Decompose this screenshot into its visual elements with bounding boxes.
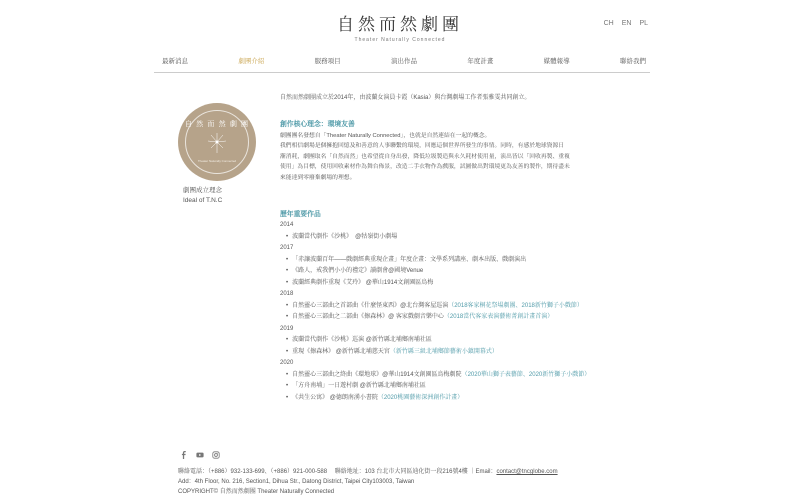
social-links [180,451,220,459]
year-label: 2014 [280,222,294,228]
sidebar-label [183,186,222,206]
list-item: • 《共生公寓》 @德朗南湧小書院（2020桃園藝術深洲創作計畫） [280,393,700,405]
concept-line: 漸消耗，劇團取名「自然而然」也希望從自身出發，降低垃圾製造與永久耗材使用量，演出皆以「回收再製、重複 [280,153,570,160]
facebook-icon[interactable] [180,451,188,459]
main-nav [162,56,646,65]
site-footer [178,467,558,497]
dandelion-icon [205,130,229,154]
works-heading: 歷年重要作品 [280,211,321,218]
site-logo[interactable] [0,10,800,43]
lang-ch[interactable]: CH [603,20,614,27]
footer-address: Add：4th Floor, No. 216, Section1, Dihua Str., Datong District, Taipei City103003, Taiwan [178,479,415,485]
work-note: （2020桃園藝術深洲創作計畫） [377,394,464,401]
list-item: • 波蘭經典劇作重現《艾玲》 @華山1914文創園區烏梅 [280,278,700,290]
list-item: • 《路人，戒我們小小的禮定》讀劇會@國境Venue [280,266,700,278]
work-note: （2018當代客家表演藝術菁創計畫首演） [443,314,554,320]
list-item: • 自然靈心三部曲之二部曲《擦森林》@ 客家戲劇音樂中心（2018當代客家表演藝術菁創計畫首演） [280,312,700,324]
sidebar-label-zh: 劇團成立理念 [183,187,222,194]
lang-pl[interactable]: PL [639,20,648,27]
badge-title: 自 然 而 然 劇 團 [184,120,250,128]
list-item: • 「方舟南埔」一日遊村劇 @新竹縣北埔鄉南埔社區 [280,381,700,393]
sidebar-label-en: Ideal of T.N.C [183,197,223,204]
works-list [280,220,700,404]
language-switcher [604,20,648,27]
list-item: • 自然靈心三部曲之首部曲《什麼怪東西》@北台灣客屋巡演（2018客家桐花祭場劇團、2018新竹獅子小戲節） [280,301,700,313]
list-item: • 重現《擦森林》 @新竹縣北埔慈天宮（新竹縣三級北埔鄉節藝術小鎮開幕式） [280,347,700,359]
year-label: 2018 [280,291,294,297]
nav-news[interactable]: 最新消息 [162,58,188,65]
year-label: 2019 [280,325,294,332]
list-item: • 自然靈心三部曲之終曲《環地球》@華山1914文創園區烏梅劇院（2020華山獅子表藝節、2020新竹獅子小戲節） [280,370,700,382]
concept-line: 劇團團名發想自「Theater Naturally Connected」，也就是自然連結在一起的概念。 [280,133,491,139]
concept-line: 使用」為目標，使用回收素材作為舞台佈景，改造二手衣物作為戲服，試圖做出對環境更為友善的製作，期待盡未 [280,164,570,171]
footer-copyright: COPYRIGHT© 自然而然劇團 Theater Naturally Connected [178,489,335,495]
badge-subtitle: Theater Naturally Connected [197,159,237,163]
nav-contact[interactable]: 聯絡我們 [619,58,646,65]
nav-about[interactable]: 劇團介紹 [238,58,265,65]
lang-en[interactable]: EN [621,20,632,27]
concept-body [280,131,655,183]
intro-text: 自然而然劇團成立於2014年，由波蘭女演員卡霞（Kasia）與台灣劇場工作者張雅雯共同創立。 [280,95,531,101]
concept-heading: 創作核心理念：環境友善 [280,121,355,128]
work-note: （2018客家桐花祭場劇團、2018新竹獅子小戲節） [448,302,583,309]
youtube-icon[interactable] [196,451,204,459]
list-item: • 波蘭當代劇作《沙桃》巡演 @新竹縣北埔鄉南埔社區 [280,335,700,347]
concept-line: 來能達到零廢棄劇場的理想。 [280,174,356,181]
instagram-icon[interactable] [212,451,220,459]
logo-zh: 自然而然劇團 [337,15,463,35]
logo-en: Theater Naturally Connected [354,37,446,43]
work-note: （新竹縣三級北埔鄉節藝術小鎮開幕式） [389,348,498,355]
list-item: • 波蘭當代劇作《沙桃》 @牯嶺街小劇場 [280,232,700,244]
list-item: • 「赤讓波蘭百年——戲劇經典重現企畫」年度企畫：文學系列講座、劇本出版、戲劇演出 [280,255,700,267]
nav-divider [154,72,650,73]
work-note: （2020華山獅子表藝節、2020新竹獅子小戲節） [461,371,591,378]
year-label: 2020 [280,360,294,366]
troupe-badge [178,103,256,181]
nav-works[interactable]: 演出作品 [390,58,417,65]
footer-email-link[interactable]: contact@tncglobe.com [496,469,558,475]
footer-contact: 聯絡電話：（+886）932-133-699、（+886）921-000-588 聯絡地址：103 台北市大同區迪化街一段216號4樓 ｜Email：contact@tncglobe.com [178,469,558,475]
year-label: 2017 [280,245,294,251]
concept-line: 我們相信劇場是個擁抱回憶及和善意的人事聯繫的環境，回應這個世界所發生的事情。同時，有感於地球資源日 [280,143,565,150]
main-content [280,94,660,401]
nav-annual-plan[interactable]: 年度計畫 [467,58,494,65]
nav-services[interactable]: 服務項目 [314,58,341,65]
nav-media[interactable]: 媒體報導 [543,58,570,65]
